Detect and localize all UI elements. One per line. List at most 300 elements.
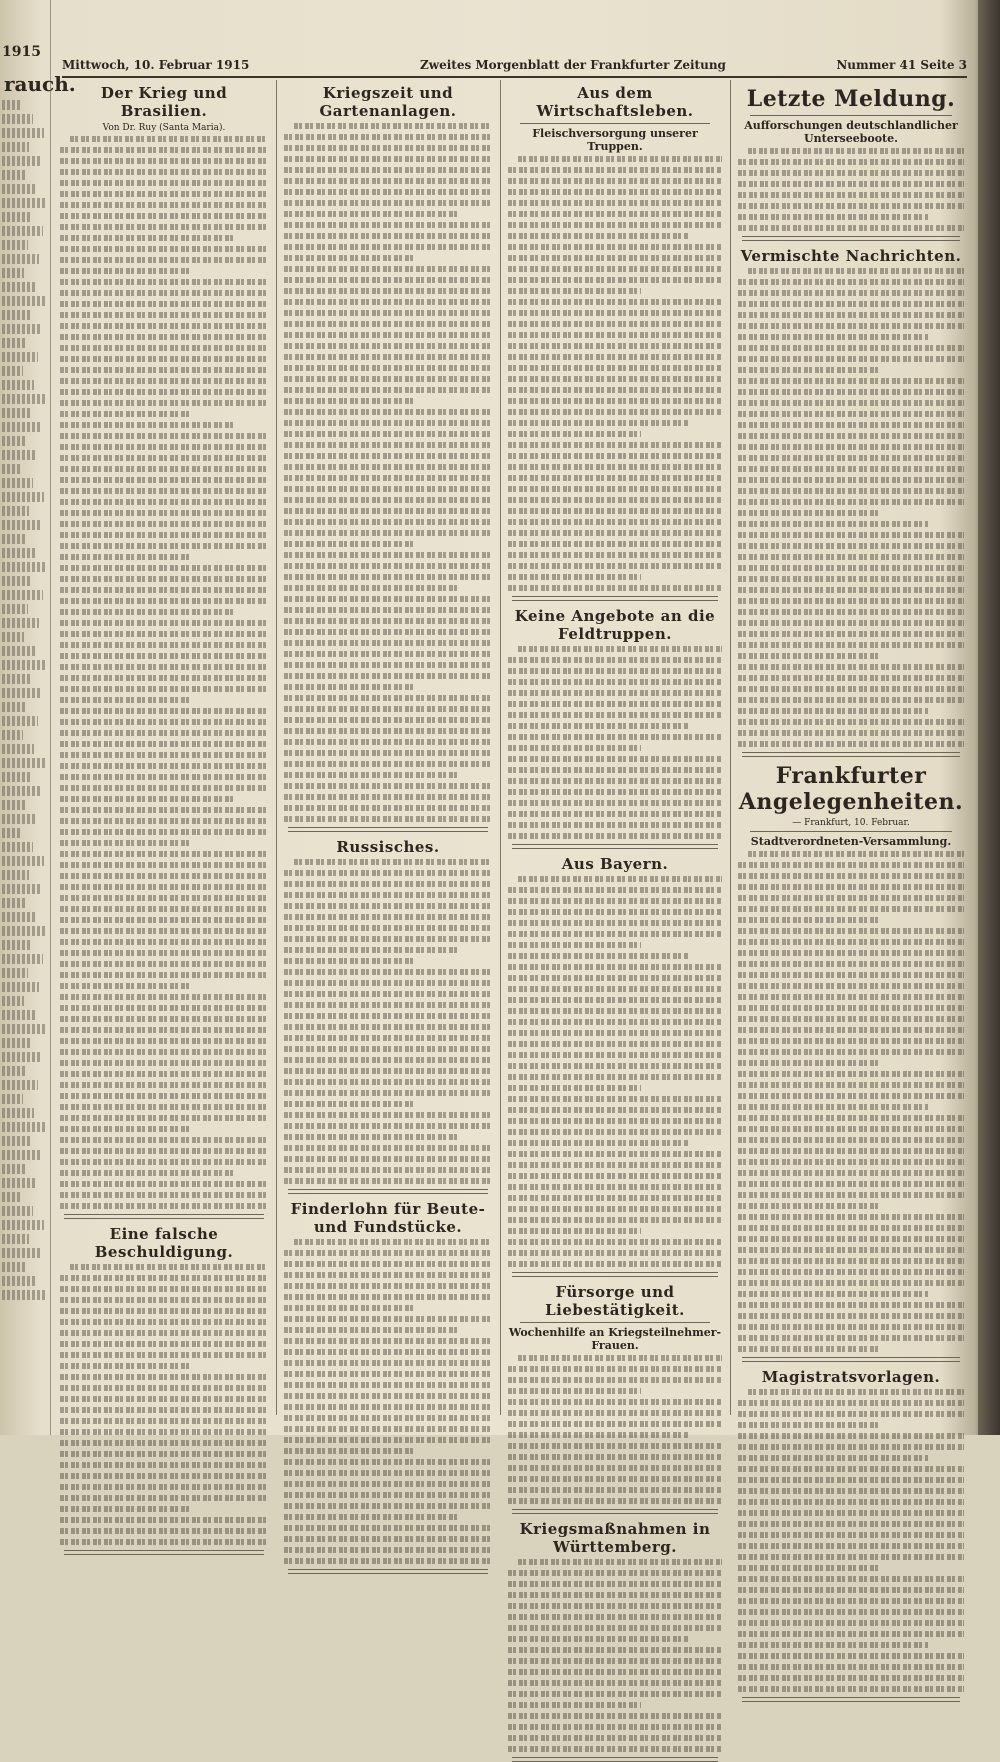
text-line — [284, 1079, 492, 1085]
text-line — [60, 532, 268, 538]
margin-text-line — [2, 422, 41, 432]
text-line — [60, 972, 268, 978]
text-line — [738, 1060, 878, 1066]
margin-text-line — [2, 1262, 25, 1272]
text-line — [508, 376, 722, 382]
article — [508, 1283, 722, 1514]
text-line — [294, 123, 492, 129]
text-line — [738, 225, 964, 231]
text-line — [508, 1206, 722, 1212]
text-line — [284, 222, 492, 228]
text-line — [738, 697, 964, 703]
margin-text-line — [2, 142, 29, 152]
article-headline: Fürsorge und Liebestätigkeit. — [545, 1283, 685, 1319]
text-line — [284, 1382, 492, 1388]
text-line — [508, 1228, 641, 1234]
text-line — [284, 574, 492, 580]
text-line — [60, 642, 268, 648]
text-line — [60, 1082, 268, 1088]
text-line — [60, 609, 235, 615]
text-line — [284, 1112, 492, 1118]
text-line — [60, 686, 268, 692]
text-line — [60, 1495, 268, 1501]
text-line — [60, 1462, 268, 1468]
text-line — [284, 1261, 492, 1267]
text-line — [284, 1035, 492, 1041]
text-line — [60, 521, 268, 527]
text-line — [60, 235, 235, 241]
article-headline: Finderlohn für Beute- und Fundstücke. — [290, 1200, 486, 1236]
text-line — [60, 587, 268, 593]
text-line — [738, 1499, 964, 1505]
text-line — [60, 961, 268, 967]
text-line — [60, 1181, 268, 1187]
margin-text-line — [2, 520, 40, 530]
text-line — [284, 706, 492, 712]
text-line — [738, 510, 878, 516]
text-line — [518, 156, 722, 162]
text-line — [60, 1104, 268, 1110]
text-line — [284, 431, 492, 437]
text-line — [60, 433, 268, 439]
text-line — [60, 1451, 268, 1457]
text-line — [738, 1115, 964, 1121]
text-line — [60, 664, 268, 670]
text-line — [70, 1264, 268, 1270]
text-line — [738, 499, 964, 505]
text-line — [60, 1506, 189, 1512]
text-line — [284, 783, 492, 789]
text-line — [738, 1016, 964, 1022]
text-line — [508, 657, 722, 663]
text-line — [508, 321, 722, 327]
text-line — [508, 299, 722, 305]
text-line — [284, 1294, 492, 1300]
text-line — [508, 563, 722, 569]
text-line — [60, 785, 268, 791]
text-line — [508, 1746, 722, 1752]
text-line — [508, 189, 722, 195]
article-separator — [742, 236, 960, 241]
text-line — [284, 1327, 459, 1333]
text-line — [284, 816, 492, 822]
text-line — [738, 1455, 928, 1461]
text-line — [60, 840, 189, 846]
text-line — [60, 576, 268, 582]
margin-text-line — [2, 940, 32, 950]
text-line — [738, 1302, 964, 1308]
text-line — [508, 431, 641, 437]
text-line — [284, 1167, 492, 1173]
text-line — [508, 920, 722, 926]
text-line — [738, 1203, 878, 1209]
text-line — [738, 323, 964, 329]
text-line — [508, 668, 722, 674]
text-line — [738, 862, 964, 868]
text-line — [284, 947, 459, 953]
text-line — [60, 1319, 268, 1325]
text-line — [738, 961, 964, 967]
margin-text-line — [2, 212, 32, 222]
text-line — [508, 1603, 722, 1609]
text-line — [60, 774, 268, 780]
text-line — [508, 767, 722, 773]
margin-text-line — [2, 646, 35, 656]
text-line — [284, 464, 492, 470]
margin-text-line — [2, 478, 33, 488]
text-line — [508, 887, 722, 893]
text-line — [738, 1126, 964, 1132]
margin-text-line — [2, 912, 36, 922]
text-line — [508, 519, 722, 525]
margin-text-line — [2, 506, 29, 516]
margin-text-line — [2, 800, 26, 810]
text-line — [508, 552, 722, 558]
margin-text-line — [2, 1052, 42, 1062]
text-line — [738, 1335, 964, 1341]
text-line — [508, 497, 722, 503]
text-line — [60, 1308, 268, 1314]
text-line — [738, 1038, 964, 1044]
text-line — [738, 653, 878, 659]
article-separator — [512, 844, 718, 849]
article — [508, 1520, 722, 1762]
text-line — [508, 723, 688, 729]
margin-text-line — [2, 982, 39, 992]
text-line — [284, 728, 492, 734]
text-line — [508, 1658, 722, 1664]
text-line — [508, 530, 722, 536]
text-line — [738, 1027, 964, 1033]
margin-text-line — [2, 814, 37, 824]
text-line — [284, 607, 492, 613]
text-line — [508, 354, 722, 360]
text-line — [284, 1145, 492, 1151]
text-line — [284, 1013, 492, 1019]
article-body — [508, 156, 722, 591]
text-line — [60, 708, 268, 714]
text-line — [508, 453, 722, 459]
divider — [750, 831, 952, 832]
text-line — [738, 422, 964, 428]
text-line — [738, 686, 964, 692]
text-line — [60, 1038, 268, 1044]
text-line — [284, 980, 492, 986]
article-headline: Aus dem Wirtschaftsleben. — [536, 84, 694, 120]
text-line — [508, 332, 722, 338]
text-line — [738, 719, 964, 725]
text-line — [738, 631, 964, 637]
text-line — [60, 411, 189, 417]
margin-text-line — [2, 1066, 27, 1076]
margin-text-line — [2, 184, 36, 194]
text-line — [738, 301, 964, 307]
text-line — [508, 475, 722, 481]
text-line — [60, 862, 268, 868]
text-line — [60, 807, 268, 813]
text-line — [738, 312, 964, 318]
text-line — [60, 565, 268, 571]
article — [738, 247, 964, 757]
text-line — [60, 1352, 268, 1358]
text-line — [508, 789, 722, 795]
text-line — [738, 565, 964, 571]
text-line — [508, 1140, 688, 1146]
text-line — [738, 400, 964, 406]
text-line — [60, 169, 268, 175]
text-line — [60, 499, 268, 505]
text-line — [284, 453, 492, 459]
margin-text-line — [2, 1248, 40, 1258]
text-line — [284, 717, 492, 723]
text-line — [508, 409, 722, 415]
margin-text-line — [2, 870, 29, 880]
margin-text-line — [2, 492, 44, 502]
text-line — [60, 917, 268, 923]
text-line — [284, 903, 492, 909]
margin-text-line — [2, 618, 39, 628]
text-line — [738, 1104, 928, 1110]
text-line — [508, 1647, 722, 1653]
text-line — [508, 1052, 722, 1058]
column-divider — [730, 80, 731, 1415]
margin-text-line — [2, 1220, 44, 1230]
text-line — [508, 1096, 722, 1102]
text-line — [738, 741, 964, 747]
text-line — [738, 356, 964, 362]
margin-text-line — [2, 660, 46, 670]
article-separator — [512, 1272, 718, 1277]
header-edition: Zweites Morgenblatt der Frankfurter Zeitung — [420, 58, 726, 72]
text-line — [284, 1101, 413, 1107]
divider — [520, 1322, 710, 1323]
text-line — [60, 851, 268, 857]
text-line — [508, 1085, 641, 1091]
margin-text-line — [2, 198, 47, 208]
text-line — [284, 1046, 492, 1052]
text-line — [508, 712, 722, 718]
text-line — [60, 697, 189, 703]
text-line — [748, 1389, 964, 1395]
text-line — [284, 1448, 413, 1454]
text-line — [508, 464, 722, 470]
text-line — [738, 1411, 964, 1417]
text-line — [284, 442, 492, 448]
text-line — [508, 997, 722, 1003]
text-line — [738, 1225, 964, 1231]
article-separator — [512, 1509, 718, 1514]
text-line — [60, 1049, 268, 1055]
text-line — [284, 321, 492, 327]
text-line — [508, 167, 722, 173]
text-line — [284, 189, 492, 195]
text-line — [508, 986, 722, 992]
text-line — [284, 1338, 492, 1344]
text-line — [60, 950, 268, 956]
text-line — [60, 1528, 268, 1534]
margin-text-line — [2, 436, 26, 446]
text-line — [284, 1002, 492, 1008]
margin-text-line — [2, 296, 46, 306]
text-line — [284, 475, 492, 481]
text-line — [738, 1181, 964, 1187]
text-line — [284, 552, 492, 558]
text-line — [508, 1465, 722, 1471]
text-line — [60, 939, 268, 945]
text-line — [60, 554, 189, 560]
article-headline: Eine falsche Beschuldigung. — [94, 1225, 234, 1261]
text-line — [284, 420, 492, 426]
text-line — [284, 1492, 492, 1498]
article-headline: Vermischte Nachrichten. — [740, 247, 962, 265]
article — [284, 84, 492, 832]
margin-text-line — [2, 1206, 33, 1216]
text-line — [60, 1126, 189, 1132]
text-line — [508, 178, 722, 184]
text-line — [508, 778, 722, 784]
text-line — [738, 532, 964, 538]
text-line — [284, 1459, 492, 1465]
article-body — [738, 148, 964, 231]
text-line — [738, 554, 964, 560]
article-byline: — Frankfurt, 10. Februar. — [792, 818, 910, 828]
column-2 — [284, 80, 492, 1420]
text-line — [60, 510, 268, 516]
text-line — [508, 1636, 688, 1642]
margin-text-line — [2, 1094, 23, 1104]
text-line — [738, 1192, 964, 1198]
text-line — [60, 345, 268, 351]
text-line — [60, 1071, 268, 1077]
text-line — [60, 1286, 268, 1292]
text-line — [284, 277, 492, 283]
text-line — [738, 730, 964, 736]
text-line — [60, 147, 268, 153]
text-line — [284, 629, 492, 635]
text-line — [284, 1090, 492, 1096]
text-line — [60, 598, 268, 604]
text-line — [284, 376, 492, 382]
text-line — [60, 906, 268, 912]
text-line — [508, 800, 722, 806]
text-line — [508, 931, 722, 937]
text-line — [738, 170, 964, 176]
text-line — [60, 1275, 268, 1281]
text-line — [284, 387, 492, 393]
article-separator — [64, 1214, 264, 1219]
text-line — [284, 1525, 492, 1531]
text-line — [738, 1587, 964, 1593]
text-line — [60, 1363, 189, 1369]
text-line — [738, 1653, 964, 1659]
text-line — [508, 1184, 722, 1190]
article-separator — [512, 1757, 718, 1762]
text-line — [508, 1691, 722, 1697]
text-line — [508, 811, 722, 817]
margin-text-line — [2, 338, 27, 348]
article-body — [60, 136, 268, 1209]
text-line — [60, 323, 268, 329]
text-line — [738, 1565, 878, 1571]
margin-text-line — [2, 786, 41, 796]
margin-text-line — [2, 548, 36, 558]
divider — [750, 115, 952, 116]
text-line — [738, 279, 964, 285]
text-line — [284, 596, 492, 602]
text-line — [60, 730, 268, 736]
margin-text-line — [2, 898, 25, 908]
text-line — [60, 290, 268, 296]
text-line — [738, 1280, 964, 1286]
text-line — [284, 508, 492, 514]
text-line — [284, 1068, 492, 1074]
text-line — [738, 159, 964, 165]
text-line — [284, 541, 413, 547]
column-divider — [276, 80, 277, 1415]
text-line — [738, 664, 964, 670]
text-line — [284, 1426, 492, 1432]
margin-text-line — [2, 450, 37, 460]
article-headline: Aus Bayern. — [561, 855, 669, 873]
text-line — [508, 898, 722, 904]
text-line — [60, 224, 268, 230]
text-line — [508, 1487, 722, 1493]
text-line — [738, 1510, 964, 1516]
text-line — [60, 191, 268, 197]
text-line — [508, 398, 722, 404]
text-line — [284, 1305, 413, 1311]
text-line — [738, 488, 964, 494]
text-line — [508, 574, 641, 580]
text-line — [60, 1440, 268, 1446]
text-line — [508, 1724, 722, 1730]
margin-text-line — [2, 156, 40, 166]
margin-text-line — [2, 128, 44, 138]
text-line — [60, 279, 268, 285]
text-line — [738, 939, 964, 945]
text-line — [738, 1214, 964, 1220]
text-line — [284, 519, 492, 525]
text-line — [284, 618, 492, 624]
text-line — [738, 950, 964, 956]
margin-text-line — [2, 674, 31, 684]
article-separator — [742, 1357, 960, 1362]
text-line — [738, 1137, 964, 1143]
text-line — [738, 1148, 964, 1154]
text-line — [60, 1385, 268, 1391]
text-line — [738, 543, 964, 549]
text-line — [738, 203, 964, 209]
text-line — [284, 343, 492, 349]
text-line — [60, 1060, 268, 1066]
text-line — [60, 1539, 268, 1545]
margin-text-line — [2, 968, 28, 978]
text-line — [738, 620, 964, 626]
margin-text-line — [2, 996, 24, 1006]
margin-text-line — [2, 1178, 37, 1188]
text-line — [284, 585, 459, 591]
text-line — [284, 211, 459, 217]
article-body — [284, 859, 492, 1184]
text-line — [60, 213, 268, 219]
text-line — [60, 477, 268, 483]
article-separator — [64, 1550, 264, 1555]
margin-text-line — [2, 590, 43, 600]
text-line — [738, 389, 964, 395]
margin-text-line — [2, 576, 32, 586]
margin-text-line — [2, 716, 38, 726]
text-line — [738, 1598, 964, 1604]
